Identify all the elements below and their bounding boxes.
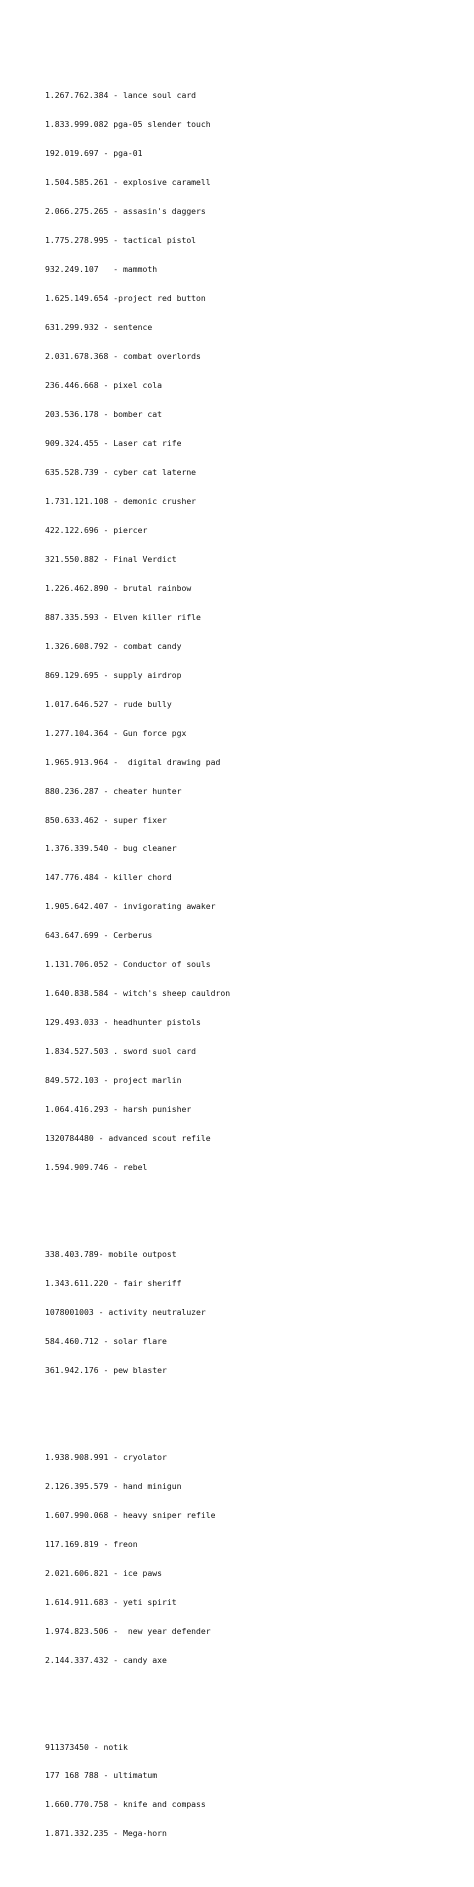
text-line: 1.064.416.293 - harsh punisher — [45, 1104, 192, 1115]
text-line: 2.066.275.265 - assasin's daggers — [45, 206, 206, 217]
text-line: 1.775.278.995 - tactical pistol — [45, 235, 197, 246]
text-line: 129.493.033 - headhunter pistols — [45, 1017, 201, 1028]
text-line: 1.131.706.052 - Conductor of souls — [45, 959, 211, 970]
text-line: 1.974.823.506 - new year defender — [45, 1625, 211, 1636]
text-line: 1.594.909.746 - rebel — [45, 1162, 148, 1173]
text-line: 887.335.593 - Elven killer rifle — [45, 611, 201, 622]
text-line: 850.633.462 - super fixer — [45, 814, 167, 825]
text-block-4 — [45, 1723, 230, 1858]
text-line: 909.324.455 - Laser cat rife — [45, 437, 182, 448]
text-line: 631.299.932 - sentence — [45, 322, 153, 333]
text-line: 1320784480 - advanced scout refile — [45, 1133, 211, 1144]
text-line: 1.731.121.108 - demonic crusher — [45, 495, 197, 506]
text-line: 338.403.789- mobile outpost — [45, 1249, 177, 1260]
text-line: 1.277.104.364 - Gun force pgx — [45, 727, 187, 738]
text-line: 147.776.484 - killer chord — [45, 872, 172, 883]
text-line: 1.905.642.407 - invigorating awaker — [45, 901, 216, 912]
document-text — [45, 43, 230, 1887]
text-line: 1.660.770.758 - knife and compass — [45, 1799, 206, 1810]
text-line: 1.834.527.503 . sword suol card — [45, 1046, 197, 1057]
text-line: 422.122.696 - piercer — [45, 524, 148, 535]
text-line: 177 168 788 - ultimatum — [45, 1770, 158, 1781]
text-line: 1.504.585.261 - explosive caramell — [45, 177, 211, 188]
text-line: 1.343.611.220 - fair sheriff — [45, 1278, 182, 1288]
text-line: 911373450 - notik — [45, 1741, 128, 1752]
text-line: 635.528.739 - cyber cat laterne — [45, 466, 197, 477]
text-line: 192.019.697 - pga-01 — [45, 148, 143, 159]
text-line: 584.460.712 - solar flare — [45, 1335, 167, 1346]
text-line: 1.267.762.384 - lance soul card — [45, 90, 197, 101]
text-line: 1.625.149.654 -project red button — [45, 293, 206, 304]
text-line: 1.376.339.540 - bug cleaner — [45, 843, 177, 854]
text-line: 1.017.646.527 - rude bully — [45, 698, 172, 709]
text-line: 117.169.819 - freon — [45, 1538, 138, 1549]
text-line: 321.550.882 - Final Verdict — [45, 553, 177, 564]
text-line: 932.249.107 - mammoth — [45, 264, 158, 275]
text-line: 849.572.103 - project marlin — [45, 1075, 182, 1086]
text-block-1 — [45, 72, 230, 1192]
text-line: 643.647.699 - Cerberus — [45, 930, 153, 941]
text-line: 1.226.462.890 - brutal rainbow — [45, 582, 192, 593]
text-line: 1.965.913.964 - digital drawing pad — [45, 756, 221, 767]
text-line: 361.942.176 - pew blaster — [45, 1364, 167, 1375]
text-line: 2.144.337.432 - candy axe — [45, 1654, 167, 1665]
text-line: 2.126.395.579 - hand minigun — [45, 1480, 182, 1491]
text-line: 1.640.838.584 - witch's sheep cauldron — [45, 988, 231, 999]
text-line: 1.938.908.991 - cryolator — [45, 1451, 167, 1462]
text-line: 1.607.990.068 - heavy sniper refile — [45, 1509, 216, 1520]
text-line: 1.871.332.235 - Mega-horn — [45, 1828, 167, 1839]
text-line: 203.536.178 - bomber cat — [45, 408, 162, 419]
text-block-3 — [45, 1434, 230, 1685]
text-line: 1.614.911.683 - yeti spirit — [45, 1596, 177, 1607]
text-line: 869.129.695 - supply airdrop — [45, 669, 182, 680]
text-line: 1.833.999.082 pga-05 slender touch — [45, 119, 211, 130]
text-line: 2.021.606.821 - ice paws — [45, 1567, 162, 1578]
text-line: 1.326.608.792 - combat candy — [45, 640, 182, 651]
text-line: 236.446.668 - pixel cola — [45, 379, 162, 390]
text-line: 1078001003 - activity neutraluzer — [45, 1306, 206, 1317]
text-line: 880.236.287 - cheater hunter — [45, 785, 182, 796]
text-block-2 — [45, 1231, 230, 1395]
text-line: 2.031.678.368 - combat overlords — [45, 351, 201, 361]
